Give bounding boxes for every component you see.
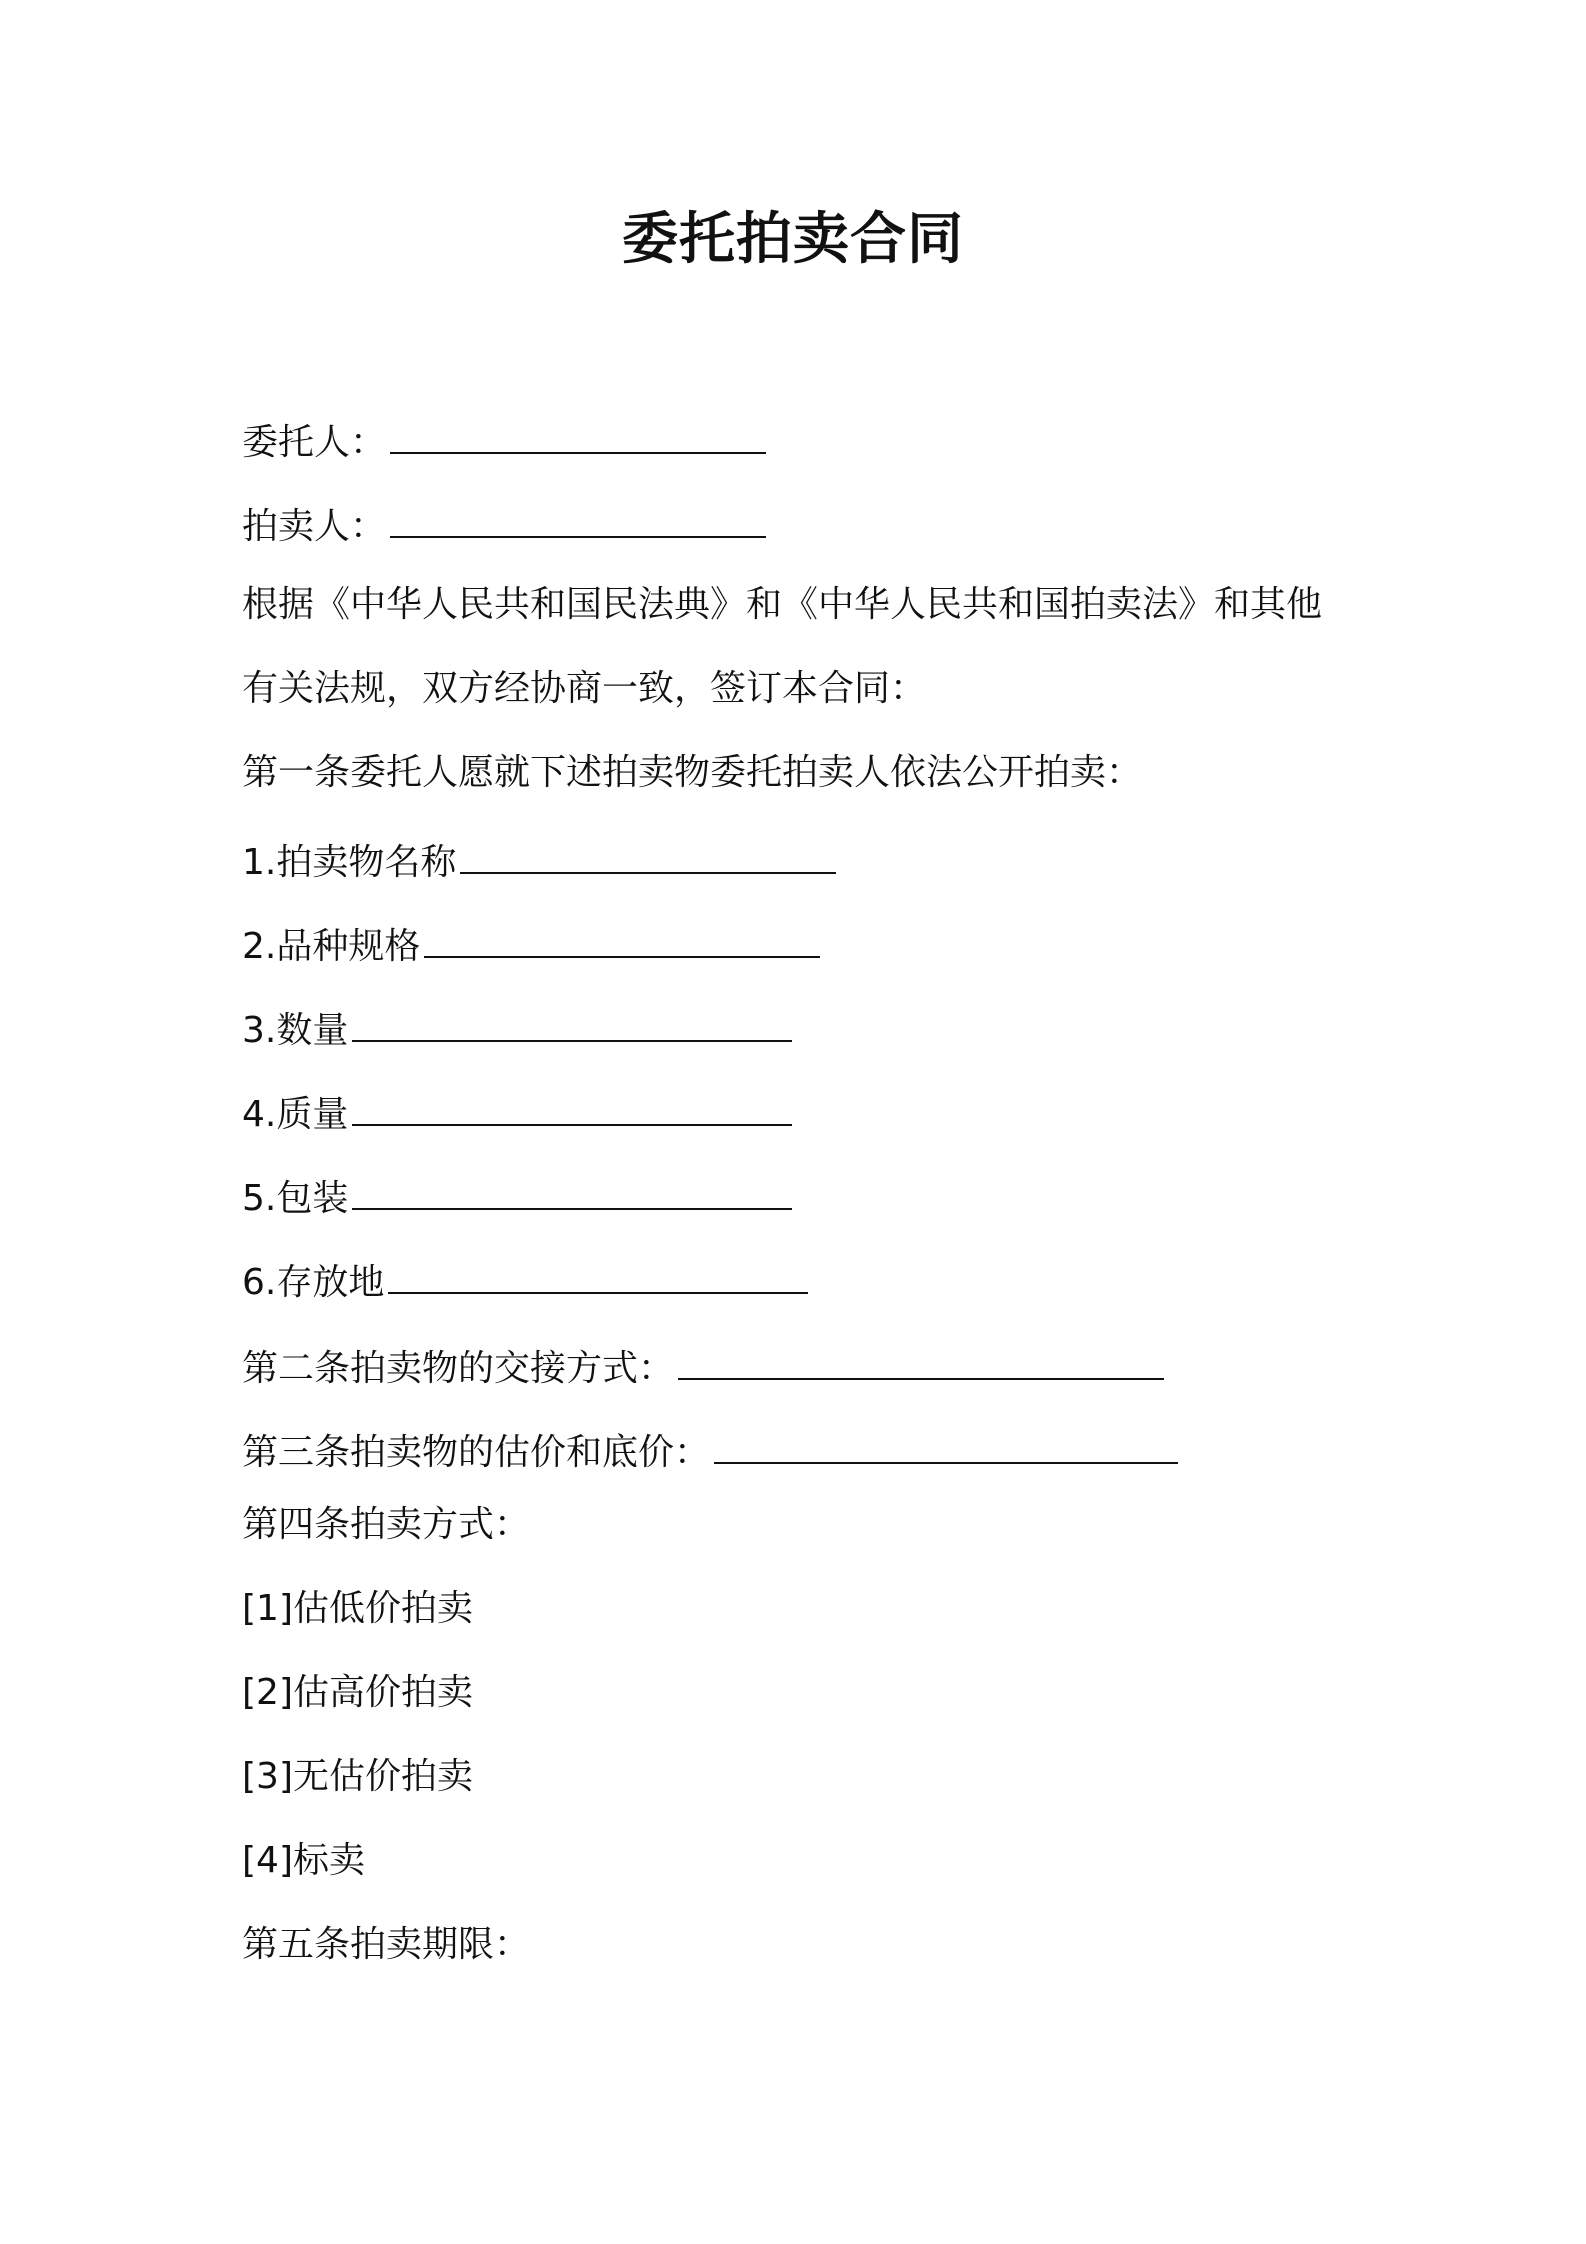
preamble-text-2: 有关法规，双方经协商一致，签订本合同： [242,668,927,709]
quantity-label: 3.数量 [242,1010,349,1051]
article-3-blank[interactable] [714,1422,1178,1464]
storage-label: 6.存放地 [242,1262,385,1303]
preamble-text-1: 根据《中华人民共和国民法典》和《中华人民共和国拍卖法》和其他 [242,584,1323,625]
consignor-line [242,412,766,468]
auction-option-3-text: [3]无估价拍卖 [242,1756,473,1797]
preamble-line-2 [242,664,926,714]
packaging-line [242,1168,792,1224]
packaging-label: 5.包装 [242,1178,349,1219]
auctioneer-blank[interactable] [390,496,766,538]
consignor-blank[interactable] [390,412,766,454]
quantity-line [242,1000,792,1056]
auction-option-2-text: [2]估高价拍卖 [242,1672,473,1713]
article-1-heading [242,748,1142,798]
article-2-blank[interactable] [678,1338,1164,1380]
article-3-label: 第三条拍卖物的估价和底价： [242,1432,711,1473]
auction-option-1 [242,1584,473,1634]
auctioneer-line [242,496,766,552]
item-name-blank[interactable] [460,832,836,874]
quantity-blank[interactable] [352,1000,792,1042]
article-2-label: 第二条拍卖物的交接方式： [242,1348,675,1389]
article-5-text: 第五条拍卖期限： [242,1924,531,1965]
consignor-label: 委托人： [242,422,387,463]
item-name-line [242,832,836,888]
item-spec-label: 2.品种规格 [242,926,421,967]
auction-option-3 [242,1752,473,1802]
article-3-line [242,1422,1178,1478]
article-4-heading [242,1500,530,1550]
storage-blank[interactable] [388,1252,808,1294]
auction-option-4 [242,1836,365,1886]
auction-option-1-text: [1]估低价拍卖 [242,1588,473,1629]
document-title: 委托拍卖合同 [622,207,964,272]
item-spec-line [242,916,820,972]
packaging-blank[interactable] [352,1168,792,1210]
quality-blank[interactable] [352,1084,792,1126]
article-5-heading [242,1920,530,1970]
quality-label: 4.质量 [242,1094,349,1135]
article-4-text: 第四条拍卖方式： [242,1504,531,1545]
article-1-text: 第一条委托人愿就下述拍卖物委托拍卖人依法公开拍卖： [242,752,1143,793]
article-2-line [242,1338,1164,1394]
item-spec-blank[interactable] [424,916,820,958]
preamble-line-1 [242,580,1322,630]
auction-option-4-text: [4]标卖 [242,1840,365,1881]
auctioneer-label: 拍卖人： [242,506,387,547]
auction-option-2 [242,1668,473,1718]
storage-line [242,1252,808,1308]
item-name-label: 1.拍卖物名称 [242,842,457,883]
quality-line [242,1084,792,1140]
